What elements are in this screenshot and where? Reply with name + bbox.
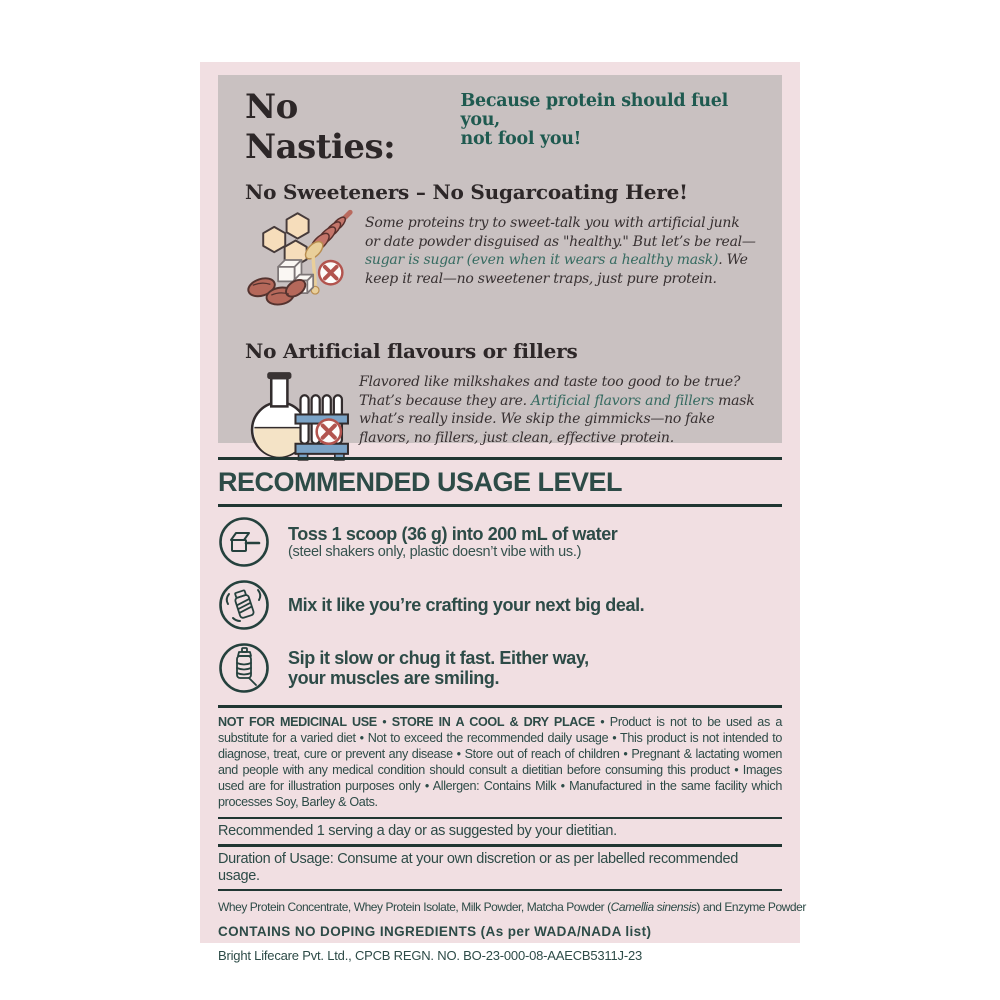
usage-step-subtext: (steel shakers only, plastic doesn’t vibe with us.) (288, 543, 582, 560)
section-no-sweeteners (245, 210, 756, 315)
doping-statement: CONTAINS NO DOPING INGREDIENTS (As per WADA/NADA list) (218, 924, 652, 940)
panel-title: No Nasties: (245, 87, 396, 167)
scoop-icon (218, 516, 270, 568)
no-artificial-paragraph: Flavored like milkshakes and taste too good to be true? That’s because they are. Artificial flavors and fillers mask what’s really inside. We skip the gimmicks—no fake flavors, no fillers, just clean, effective protein. (359, 374, 755, 446)
duration-of-usage: Duration of Usage: Consume at your own discretion or as per labelled recommended usage. (218, 850, 739, 884)
manufacturer-info: Bright Lifecare Pvt. Ltd., CPCB REGN. NO. BO-23-000-08-AAECB5311J-23 (218, 948, 643, 964)
panel-title-row (245, 87, 756, 167)
divider (218, 817, 782, 820)
usage-step-sip (218, 642, 782, 694)
usage-step-text: Toss 1 scoop (36 g) into 200 mL of water (288, 523, 618, 544)
divider (218, 844, 782, 847)
usage-step-text-line2: your muscles are smiling. (288, 668, 500, 688)
product-back-label (200, 62, 806, 964)
no-nasties-panel (218, 75, 782, 446)
serving-recommendation: Recommended 1 serving a day or as suggested by your dietitian. (218, 823, 617, 840)
no-sweeteners-paragraph: Some proteins try to sweet-talk you with artificial junk or date powder disguised as "healthy." But let’s be real—sugar is sugar (even when it wears a healthy mask). We keep it real—no sweetener traps, just pure protein. (365, 215, 756, 287)
usage-step-text-line1: Sip it slow or chug it fast. Either way, (288, 648, 589, 668)
panel-subtitle-line2: not fool you! (460, 129, 582, 149)
divider (218, 457, 782, 460)
shaker-shake-icon (218, 579, 270, 631)
divider (218, 504, 782, 507)
divider (218, 705, 782, 708)
divider (218, 889, 782, 892)
usage-step-text: Mix it like you’re crafting your next big deal. (288, 595, 645, 615)
section-heading-no-sweeteners: No Sweeteners – No Sugarcoating Here! (245, 180, 688, 204)
recommended-usage-section (218, 443, 782, 694)
panel-subtitle-line1: Because protein should fuel you, (460, 91, 728, 130)
honey-sugar-dates-crossed-icon (245, 210, 357, 315)
legal-section (218, 705, 806, 964)
ingredients-list: Whey Protein Concentrate, Whey Protein Isolate, Milk Powder, Matcha Powder (Camellia sinensis) and Enzyme Powder (218, 900, 806, 915)
section-heading-no-artificial: No Artificial flavours or fillers (245, 339, 578, 363)
medicinal-disclaimer: NOT FOR MEDICINAL USE • STORE IN A COOL & DRY PLACE • Product is not to be used as a substitute for a varied diet • Not to exceed the recommended daily usage • This product is not intended to diagnose, treat, cure or prevent any disease • Store out of reach of children • Pregnant & lactating women and people with any medical condition should consult a dietitian before consuming this product • Images used are for illustration purposes only • Allergen: Contains Milk • Manufactured in the same facility which processes Soy, Barley & Oats. (218, 715, 783, 810)
usage-step-mix (218, 579, 782, 631)
usage-heading: RECOMMENDED USAGE LEVEL (218, 467, 623, 497)
shaker-sip-icon (218, 642, 270, 694)
usage-step-scoop (218, 516, 782, 568)
panel-subtitle (461, 87, 756, 149)
